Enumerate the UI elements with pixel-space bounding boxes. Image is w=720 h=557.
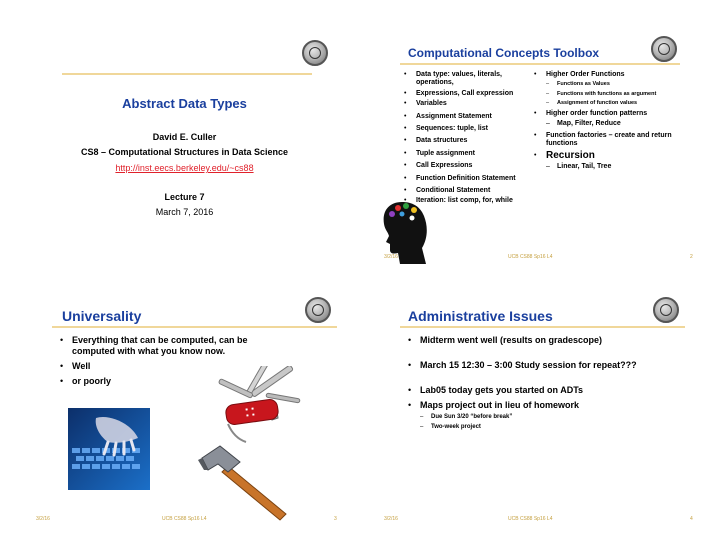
title-divider [62, 73, 312, 75]
list-item [534, 149, 684, 172]
list-item: • Variables [404, 100, 532, 108]
sub-item: – Assignment of function values [546, 100, 684, 107]
lecture-date: March 7, 2016 [155, 207, 214, 217]
seal-icon [653, 297, 679, 323]
footer-page: 2 [690, 254, 693, 260]
footer-date: 3/2/16 [384, 516, 398, 522]
lecture-number: Lecture 7 [164, 192, 205, 202]
list-item: • Expressions, Call expression [404, 90, 532, 98]
sub-item: – Map, Filter, Reduce [546, 120, 684, 128]
list-item [534, 110, 684, 129]
footer-date: 3/2/16 [36, 516, 50, 522]
footer-course: UCB CS88 Sp16 L4 [508, 516, 553, 522]
slide-4 [360, 284, 705, 539]
slide-3 [12, 284, 357, 539]
author: David E. Culler [152, 132, 217, 142]
sub-item: – Functions as Values [546, 81, 684, 88]
seal-icon [305, 297, 331, 323]
list-item: • Call Expressions [404, 162, 532, 170]
footer-date: 3/2/16 [384, 254, 398, 260]
title-divider [400, 63, 680, 65]
list-item: • Lab05 today gets you started on ADTs [408, 385, 638, 396]
hof-label: Higher Order Functions [546, 71, 625, 78]
list-item: • Data structures [404, 137, 532, 145]
hammer-image [198, 444, 293, 522]
concepts-list-left [404, 71, 532, 206]
patterns-label: Higher order function patterns [546, 109, 648, 117]
maps-project-label: Maps project out in lieu of homework [420, 400, 580, 410]
list-item: • Conditional Statement [404, 187, 532, 195]
slide-1 [12, 22, 357, 277]
list-item: • Iteration: list comp, for, while [404, 197, 532, 205]
list-item: • Midterm went well (results on gradescope) [408, 335, 638, 346]
list-item: • Data type: values, literals, operations, [404, 71, 532, 88]
list-item: • March 15 12:30 – 3:00 Study session for repeat??? [408, 360, 638, 371]
list-item [408, 400, 638, 431]
footer-course: UCB CS88 Sp16 L4 [162, 516, 207, 522]
seal-icon [302, 40, 328, 66]
list-item: • Sequences: tuple, list [404, 125, 532, 133]
course-name: CS8 – Computational Structures in Data Science [80, 147, 289, 157]
sub-item: – Two-week project [420, 424, 638, 431]
title-divider [400, 326, 685, 328]
list-item: • Function Definition Statement [404, 175, 532, 183]
admin-issues-list [408, 335, 638, 431]
slide-2 [360, 22, 705, 277]
keyboard-photo-image [68, 408, 150, 490]
list-item: • Well [60, 361, 285, 372]
list-item: • Function factories – create and return functions [534, 132, 684, 149]
list-item [534, 71, 684, 107]
course-url-link[interactable]: http://inst.eecs.berkeley.edu/~cs88 [115, 163, 254, 173]
list-item: • Tuple assignment [404, 150, 532, 158]
slide-title: Administrative Issues [408, 308, 553, 324]
footer-page: 3 [334, 516, 337, 522]
sub-item: – Functions with functions as argument [546, 91, 684, 98]
slide-title: Universality [62, 308, 142, 324]
concepts-list-right [534, 71, 684, 171]
swiss-army-knife-image [208, 366, 308, 446]
list-item: • Assignment Statement [404, 113, 532, 121]
footer-course: UCB CS88 Sp16 L4 [508, 254, 553, 260]
lecture-title: Abstract Data Types [122, 96, 247, 111]
list-item: • Everything that can be computed, can be computed with what you know now. [60, 335, 285, 357]
seal-icon [651, 36, 677, 62]
footer-page: 4 [690, 516, 693, 522]
slide-title: Computational Concepts Toolbox [408, 46, 600, 60]
title-divider [52, 326, 337, 328]
sub-item: – Due Sun 3/20 “before break” [420, 414, 638, 421]
list-item: • or poorly [60, 376, 285, 387]
recursion-label: Recursion [546, 149, 595, 161]
sub-item: – Linear, Tail, Tree [546, 163, 684, 171]
